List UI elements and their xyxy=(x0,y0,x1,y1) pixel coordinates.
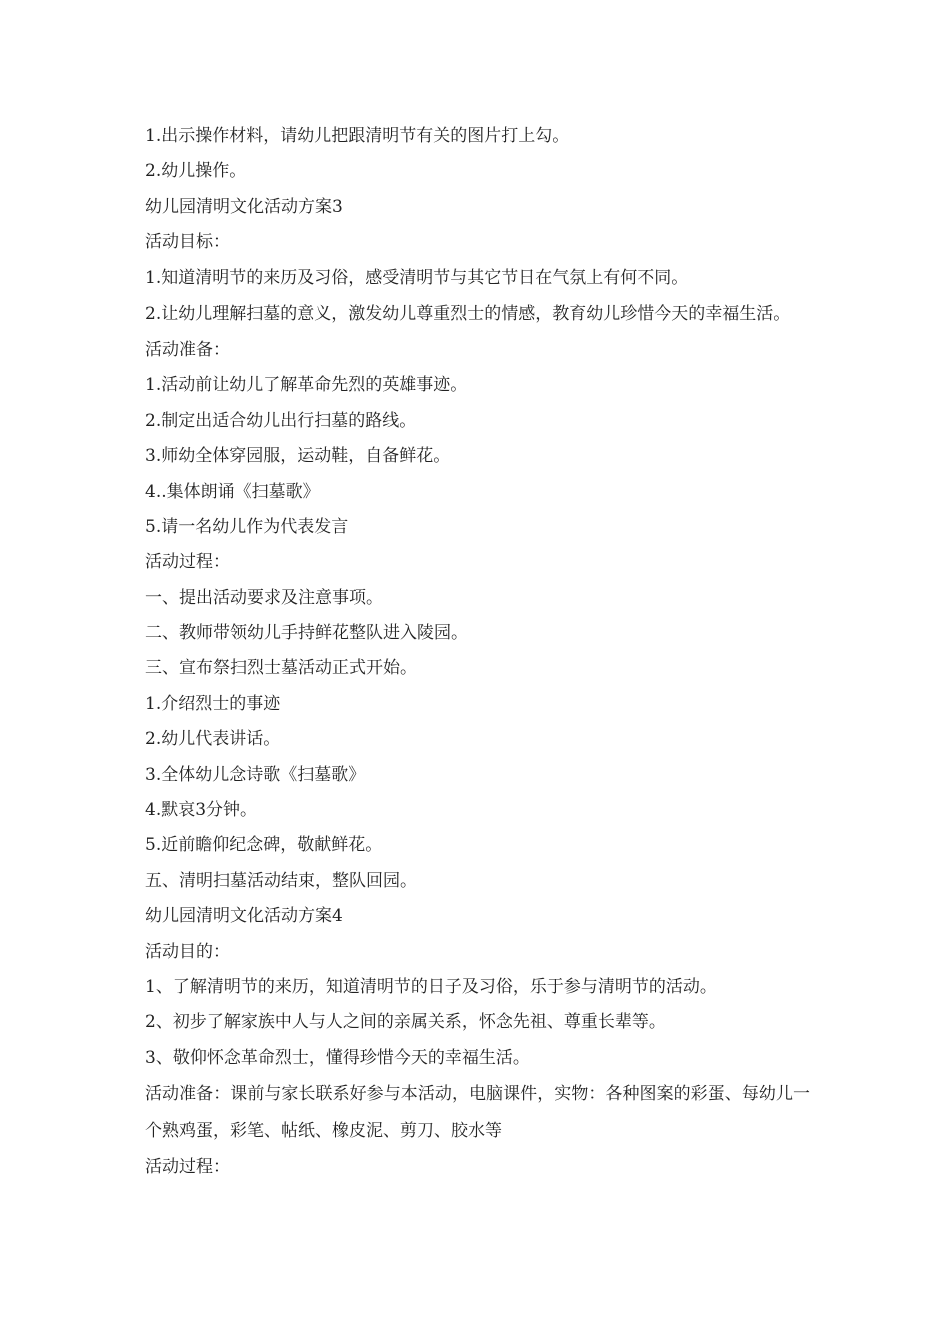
text-line: 2.幼儿操作。 xyxy=(145,161,247,182)
text-line: 1.知道清明节的来历及习俗，感受清明节与其它节日在气氛上有何不同。 xyxy=(145,267,689,288)
text-line: 活动准备：课前与家长联系好参与本活动，电脑课件，实物：各种图案的彩蛋、每幼儿一个熟鸡蛋，彩笔、帖纸、橡皮泥、剪刀、胶水等 xyxy=(145,1084,810,1142)
text-line: 1.活动前让幼儿了解革命先烈的英雄事迹。 xyxy=(145,375,468,396)
text-line: 1.出示操作材料，请幼儿把跟清明节有关的图片打上勾。 xyxy=(145,126,570,146)
text-line: 2.制定出适合幼儿出行扫墓的路线。 xyxy=(145,410,417,431)
subheading: 活动准备： xyxy=(145,339,230,360)
text-line: 二、教师带领幼儿手持鲜花整队进入陵园。 xyxy=(145,623,468,644)
text-line: 4..集体朗诵《扫墓歌》 xyxy=(145,481,320,502)
document-body xyxy=(145,119,810,1186)
text-line: 3.师幼全体穿园服，运动鞋，自备鲜花。 xyxy=(145,446,451,467)
text-line: 4.默哀3分钟。 xyxy=(145,800,258,821)
text-line: 5.近前瞻仰纪念碑，敬献鲜花。 xyxy=(145,835,383,856)
subheading: 活动目的： xyxy=(145,941,230,962)
subheading: 活动过程： xyxy=(145,1157,230,1178)
text-line: 2.幼儿代表讲话。 xyxy=(145,729,281,750)
text-line: 2、初步了解家族中人与人之间的亲属关系，怀念先祖、尊重长辈等。 xyxy=(145,1012,666,1033)
text-line: 1、了解清明节的来历，知道清明节的日子及习俗，乐于参与清明节的活动。 xyxy=(145,976,717,997)
text-line: 3.全体幼儿念诗歌《扫墓歌》 xyxy=(145,764,366,785)
text-line: 三、宣布祭扫烈士墓活动正式开始。 xyxy=(145,658,417,679)
text-line: 一、提出活动要求及注意事项。 xyxy=(145,587,383,608)
text-line: 2.让幼儿理解扫墓的意义，激发幼儿尊重烈士的情感，教育幼儿珍惜今天的幸福生活。 xyxy=(145,303,791,324)
subheading: 活动过程： xyxy=(145,552,230,573)
section-heading: 幼儿园清明文化活动方案4 xyxy=(145,906,343,927)
section-heading: 幼儿园清明文化活动方案3 xyxy=(145,196,343,217)
subheading: 活动目标： xyxy=(145,232,230,253)
text-line: 3、敬仰怀念革命烈士，懂得珍惜今天的幸福生活。 xyxy=(145,1047,530,1068)
text-line: 1.介绍烈士的事迹 xyxy=(145,693,281,714)
text-line: 五、清明扫墓活动结束，整队回园。 xyxy=(145,870,417,891)
text-line: 5.请一名幼儿作为代表发言 xyxy=(145,516,349,537)
